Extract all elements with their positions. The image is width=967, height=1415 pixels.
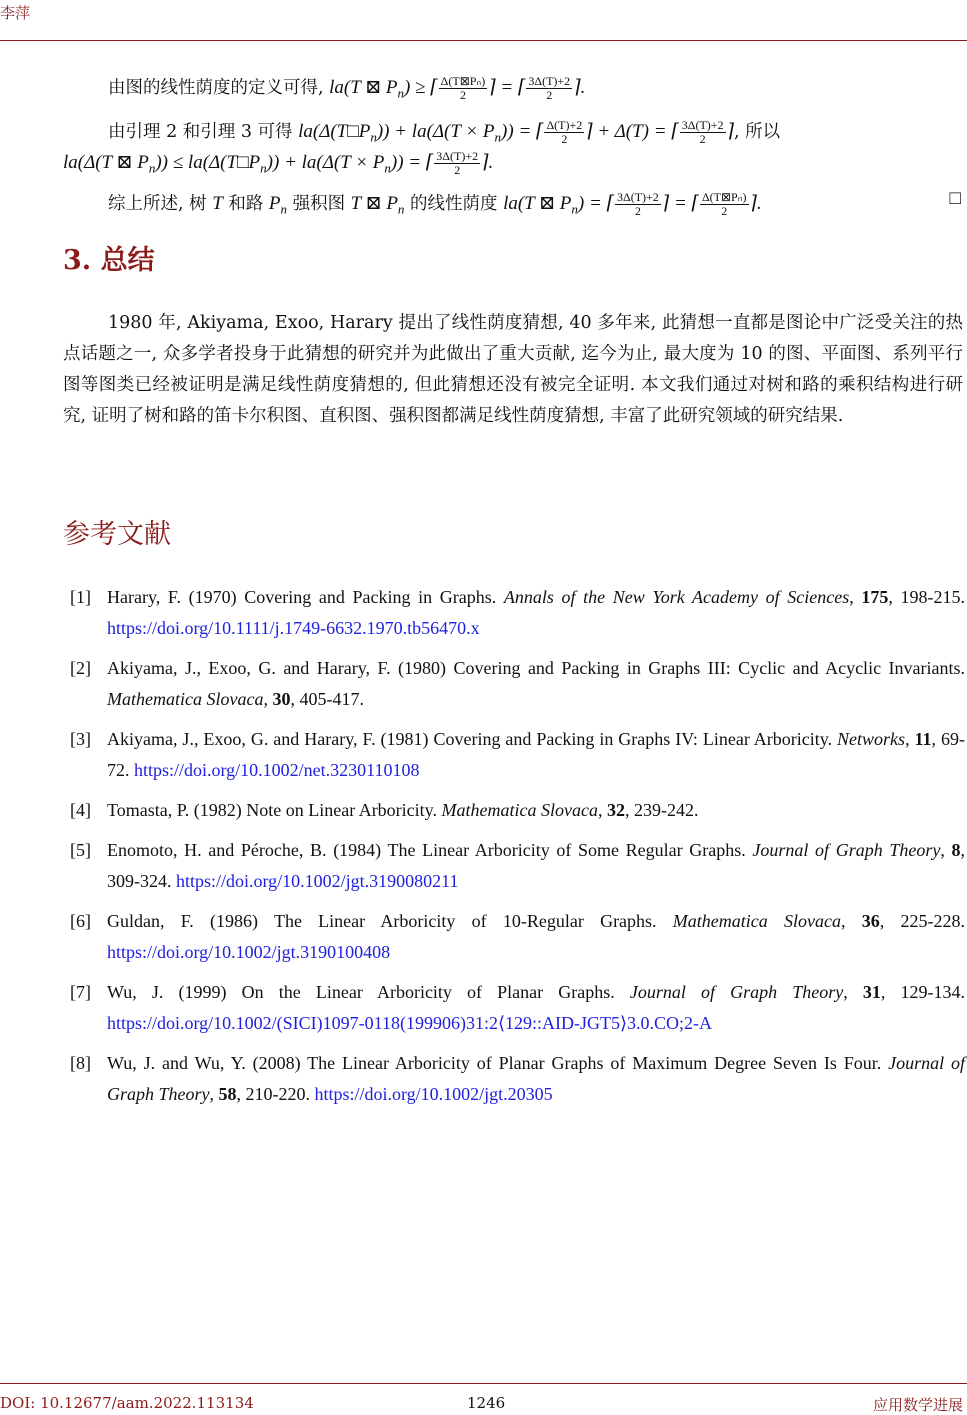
math-expression: ⌉ = ⌈: [661, 193, 699, 214]
math-expression: ⌉.: [481, 152, 494, 173]
references-title: 参考文献: [63, 519, 171, 550]
proof-line: [63, 72, 967, 109]
reference-text: Akiyama, J., Exoo, G. and Harary, F. (1981) Covering and Packing in Graphs IV: Linear Arboricity.: [107, 729, 838, 749]
reference-number: [4]: [70, 800, 91, 820]
reference-number: [1]: [70, 587, 91, 607]
numerator: 3Δ(T)+2: [616, 190, 659, 204]
fraction: [434, 150, 480, 177]
reference-list: [70, 582, 965, 1119]
subscript: n: [370, 129, 377, 145]
reference-volume: 58: [218, 1084, 237, 1104]
subscript: n: [494, 129, 502, 145]
subscript: n: [260, 160, 267, 176]
denominator: 2: [634, 204, 641, 218]
footer-page-number: 1246: [467, 1394, 506, 1412]
math-expression: )) ≤ la(Δ(T□P: [155, 152, 261, 173]
proof-text: 综上所述, 树: [108, 194, 213, 214]
fraction: [615, 191, 661, 218]
math-expression: ) ≥ ⌈: [403, 77, 438, 98]
proof-text: 由图的线性荫度的定义可得,: [108, 78, 330, 98]
reference-number: [6]: [70, 911, 91, 931]
reference-journal: Networks: [837, 729, 906, 749]
qed-symbol: □: [949, 188, 961, 209]
reference-item: [2] Akiyama, J., Exoo, G. and Harary, F. (1980) Covering and Packing in Graphs III: Cyclic and Acyclic Invariants. Mathematica Slovaca, 30, 405-417.: [70, 653, 965, 715]
footer-rule: [0, 1383, 967, 1384]
subscript: n: [397, 85, 404, 101]
reference-item: [3] Akiyama, J., Exoo, G. and Harary, F. (1981) Covering and Packing in Graphs IV: Linear Arboricity. Networks, 11, 69-72. https://doi.org/10.1002/net.3230110108: [70, 724, 965, 786]
running-header-author: 李萍: [0, 4, 31, 22]
reference-journal: Annals of the New York Academy of Sciences: [503, 587, 850, 607]
reference-number: [7]: [70, 982, 91, 1002]
subscript: n: [571, 201, 578, 217]
numerator: Δ(T⊠Pₙ): [440, 74, 486, 88]
reference-number: [5]: [70, 840, 91, 860]
math-expression: la(T ⊠ P: [503, 193, 572, 214]
reference-doi-link[interactable]: https://doi.org/10.1002/jgt.20305: [314, 1084, 553, 1104]
reference-journal: Journal of Graph Theory: [629, 982, 844, 1002]
reference-volume: 36: [861, 911, 880, 931]
footer-doi: DOI: 10.12677/aam.2022.113134: [0, 1394, 254, 1412]
math-expression: T ⊠ P: [350, 193, 398, 214]
math-expression: )) = ⌈: [501, 121, 544, 142]
reference-journal: Mathematica Slovaca: [441, 800, 598, 820]
reference-pages: , 309-324.: [107, 840, 966, 891]
reference-volume: 8: [951, 840, 961, 860]
reference-text: Akiyama, J., Exoo, G. and Harary, F. (1980) Covering and Packing in Graphs III: Cyclic and Acyclic Invariants.: [107, 658, 965, 678]
reference-text: Tomasta, P. (1982) Note on Linear Arboricity.: [107, 800, 442, 820]
proof-text: 强积图: [287, 194, 351, 214]
denominator: 2: [459, 88, 466, 102]
reference-volume: 11: [914, 729, 932, 749]
fraction: [680, 119, 726, 146]
math-expression: la(Δ(T ⊠ P: [63, 152, 149, 173]
fraction: [526, 75, 572, 102]
reference-item: [4] Tomasta, P. (1982) Note on Linear Arboricity. Mathematica Slovaca, 32, 239-242.: [70, 795, 965, 826]
reference-number: [8]: [70, 1053, 91, 1073]
fraction: [700, 191, 749, 218]
reference-doi-link[interactable]: https://doi.org/10.1002/jgt.3190100408: [107, 942, 391, 962]
conclusion-paragraph: 1980 年, Akiyama, Exoo, Harary 提出了线性荫度猜想, 40 多年来, 此猜想一直都是图论中广泛受关注的热点话题之一, 众多学者投身于此猜想的研究并为此做出了重大贡献, 迄今为止, 最大度为 10 的图、平面图、系列平行图等图类已经被证明是满足线性荫度猜想的, 但此猜想还没有被完全证明. 本文我们通过对树和路的乘积结构进行研究, 证明了树和路的笛卡尔积图、直积图、强积图都满足线性荫度猜想, 丰富了此研究领域的研究结果.: [63, 313, 963, 426]
reference-text: Guldan, F. (1986) The Linear Arboricity of 10-Regular Graphs.: [107, 911, 673, 931]
reference-pages: , 225-228.: [879, 911, 965, 931]
subscript: n: [397, 201, 405, 217]
reference-pages: , 198-215.: [888, 587, 966, 607]
denominator: 2: [454, 163, 461, 177]
footer-journal: 应用数学进展: [872, 1396, 963, 1414]
reference-journal: Journal of Graph Theory: [752, 840, 941, 860]
reference-volume: 30: [272, 689, 291, 709]
numerator: 3Δ(T)+2: [681, 118, 724, 132]
proof-line: [63, 147, 963, 184]
reference-item: [7] Wu, J. (1999) On the Linear Arboricity of Planar Graphs. Journal of Graph Theory, 31, 129-134. https://doi.org/10.1002/(SICI)1097-0118(199906)31:2⟨129::AID-JGT5⟩3.0.CO;2-A: [70, 977, 965, 1039]
math-expression: ⌉ + Δ(T) = ⌈: [585, 121, 679, 142]
proof-text: 的线性荫度: [404, 194, 504, 214]
reference-pages: , 69-72.: [107, 729, 965, 780]
math-expression: T: [212, 193, 223, 214]
reference-text: Wu, J. (1999) On the Linear Arboricity of Planar Graphs.: [107, 982, 630, 1002]
numerator: 3Δ(T)+2: [528, 74, 571, 88]
math-expression: ⌉: [726, 121, 734, 142]
reference-pages: , 129-134.: [880, 982, 966, 1002]
math-expression: )) + la(Δ(T × P: [266, 152, 385, 173]
header-rule: [0, 40, 967, 41]
reference-doi-link[interactable]: https://doi.org/10.1002/jgt.3190080211: [176, 871, 459, 891]
reference-number: [3]: [70, 729, 91, 749]
subscript: n: [384, 160, 391, 176]
denominator: 2: [561, 132, 568, 146]
subscript: n: [148, 160, 156, 176]
proof-text: 和路: [222, 194, 269, 214]
math-expression: ⌉ = ⌈: [488, 77, 526, 98]
reference-journal: Mathematica Slovaca: [672, 911, 841, 931]
math-expression: ) = ⌈: [577, 193, 614, 214]
reference-doi-link[interactable]: https://doi.org/10.1111/j.1749-6632.1970.tb56470.x: [107, 618, 480, 638]
proof-text: 由引理 2 和引理 3 可得: [108, 122, 299, 142]
fraction: [544, 119, 584, 146]
proof-text: , 所以: [733, 122, 781, 142]
reference-item: [6] Guldan, F. (1986) The Linear Arboricity of 10-Regular Graphs. Mathematica Slovaca, 36, 225-228. https://doi.org/10.1002/jgt.3190100408: [70, 906, 965, 968]
reference-journal: Journal of Graph Theory: [107, 1053, 965, 1104]
reference-text: Wu, J. and Wu, Y. (2008) The Linear Arboricity of Planar Graphs of Maximum Degree Seven Is Four.: [107, 1053, 889, 1073]
reference-pages: , 210-220.: [236, 1084, 315, 1104]
denominator: 2: [699, 132, 706, 146]
denominator: 2: [546, 88, 553, 102]
reference-volume: 175: [861, 587, 889, 607]
section-title-conclusion: 3. 总结: [63, 245, 155, 276]
math-expression: ⌉.: [573, 77, 586, 98]
reference-pages: , 239-242.: [624, 800, 699, 820]
reference-number: [2]: [70, 658, 91, 678]
math-expression: ⌉.: [749, 193, 762, 214]
numerator: 3Δ(T)+2: [436, 149, 479, 163]
math-expression: la(T ⊠ P: [329, 77, 398, 98]
reference-text: Harary, F. (1970) Covering and Packing in Graphs.: [107, 587, 504, 607]
math-expression: )) + la(Δ(T × P: [376, 121, 495, 142]
reference-item: [8] Wu, J. and Wu, Y. (2008) The Linear Arboricity of Planar Graphs of Maximum Degree Seven Is Four. Journal of Graph Theory, 58, 210-220. https://doi.org/10.1002/jgt.20305: [70, 1048, 965, 1110]
reference-text: Enomoto, H. and Péroche, B. (1984) The Linear Arboricity of Some Regular Graphs.: [107, 840, 753, 860]
reference-item: [5] Enomoto, H. and Péroche, B. (1984) The Linear Arboricity of Some Regular Graphs. Journal of Graph Theory, 8, 309-324. https://doi.org/10.1002/jgt.3190080211: [70, 835, 965, 897]
fraction: [439, 75, 488, 102]
reference-pages: , 405-417.: [290, 689, 364, 709]
subscript: n: [280, 201, 288, 217]
math-expression: la(Δ(T□P: [298, 121, 371, 142]
reference-volume: 31: [862, 982, 881, 1002]
proof-line: [63, 188, 967, 225]
reference-doi-link[interactable]: https://doi.org/10.1002/(SICI)1097-0118(199906)31:2⟨129::AID-JGT5⟩3.0.CO;2-A: [107, 1013, 713, 1033]
reference-journal: Mathematica Slovaca: [107, 689, 264, 709]
reference-item: [1] Harary, F. (1970) Covering and Packing in Graphs. Annals of the New York Academy of Sciences, 175, 198-215. https://doi.org/10.1111/j.1749-6632.1970.tb56470.x: [70, 582, 965, 644]
math-expression: P: [268, 193, 281, 214]
reference-volume: 32: [606, 800, 625, 820]
denominator: 2: [721, 204, 728, 218]
math-expression: )) = ⌈: [390, 152, 434, 173]
reference-doi-link[interactable]: https://doi.org/10.1002/net.3230110108: [134, 760, 420, 780]
numerator: Δ(T⊠Pₙ): [701, 190, 747, 204]
numerator: Δ(T)+2: [546, 118, 583, 132]
